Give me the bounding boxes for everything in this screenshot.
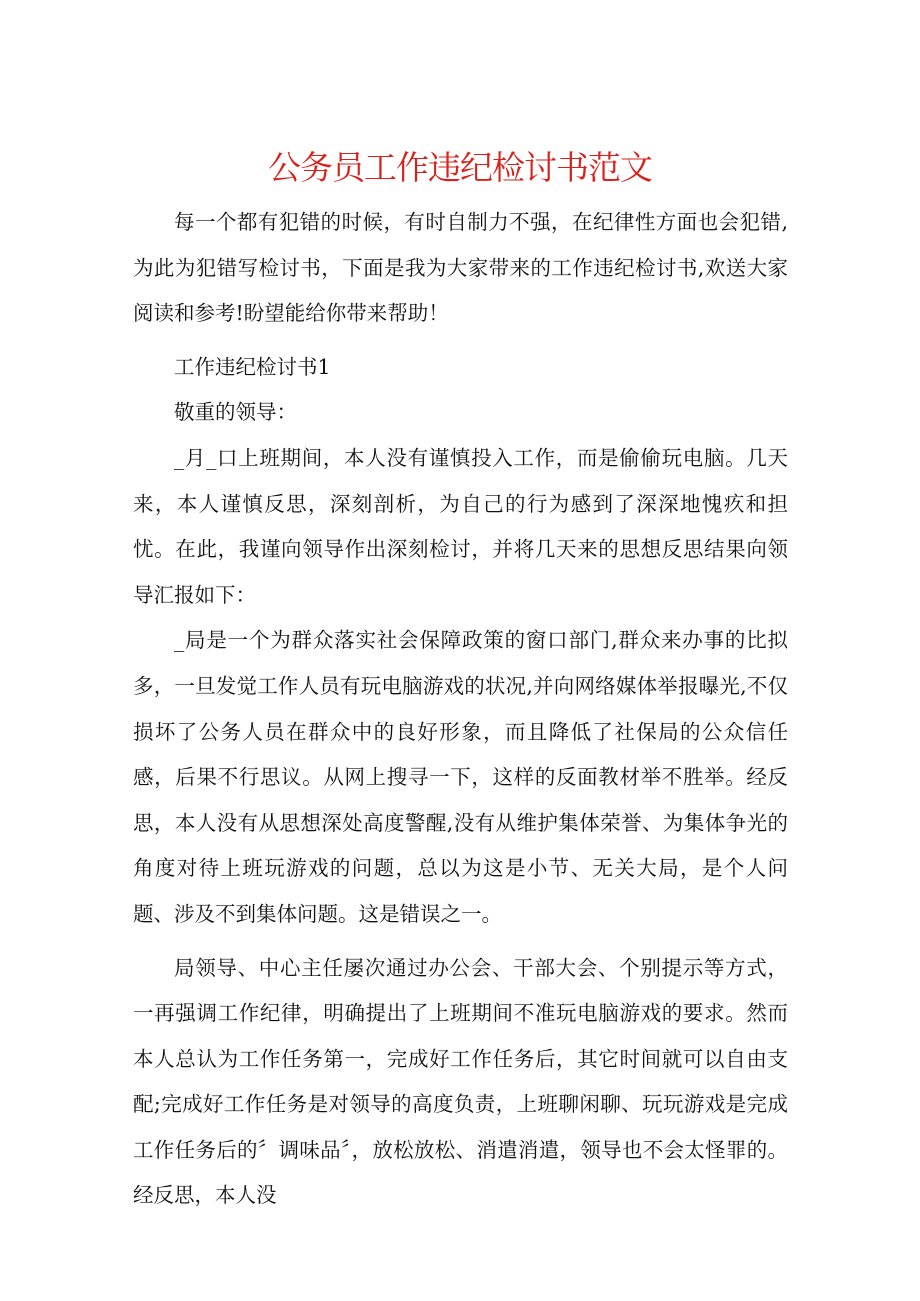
body-paragraph-2: _局是一个为群众落实社会保障政策的窗口部门,群众来办事的比拟多，一旦发觉工作人员有玩电脑游戏的状况,并向网络媒体举报曝光,不仅损坏了公务人员在群众中的良好形象，而且降低了社保局的公众信任感，后果不行思议。从网上搜寻一下，这样的反面教材举不胜举。经反思，本人没有从思想深处高度警醒,没有从维护集体荣誉、为集体争光的角度对待上班玩游戏的问题，总以为这是小节、无关大局，是个人问题、涉及不到集体问题。这是错误之一。 <box>133 628 788 926</box>
section-heading: 工作违纪检讨书1 <box>174 354 331 379</box>
intro-paragraph: 每一个都有犯错的时候，有时自制力不强，在纪律性方面也会犯错,为此为犯错写检讨书，下面是我为大家带来的工作违纪检讨书,欢送大家阅读和参考!盼望能给你带来帮助！ <box>133 210 788 326</box>
salutation: 敬重的领导： <box>174 400 297 425</box>
document-body <box>133 200 788 1219</box>
body-paragraph-1: _月_口上班期间，本人没有谨慎投入工作，而是偷偷玩电脑。几天来，本人谨慎反思，深刻剖析，为自己的行为感到了深深地愧疚和担忧。在此，我谨向领导作出深刻检讨，并将几天来的思想反思结果向领导汇报如下： <box>133 445 788 607</box>
document-title: 公务员工作违纪检讨书范文 <box>268 148 652 187</box>
body-paragraph-3: 局领导、中心主任屡次通过办公会、干部大会、个别提示等方式，一再强调工作纪律，明确提出了上班期间不准玩电脑游戏的要求。然而本人总认为工作任务第一，完成好工作任务后，其它时间就可以自由支配;完成好工作任务是对领导的高度负责，上班聊闲聊、玩玩游戏是完成工作任务后的〞调味品〞，放松放松、消遣消遣，领导也不会太怪罪的。经反思，本人没 <box>133 955 788 1208</box>
